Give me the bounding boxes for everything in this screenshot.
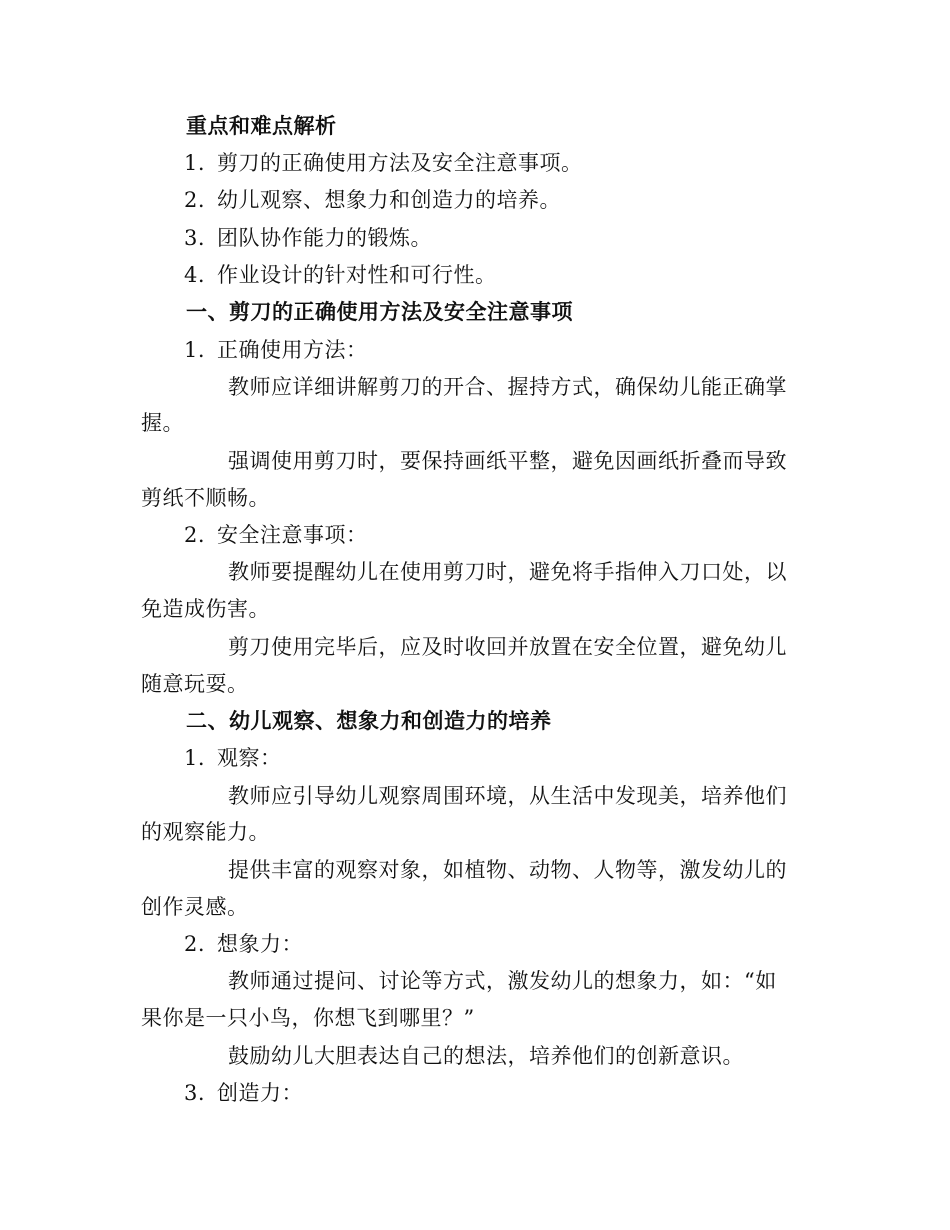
paragraph-line: 随意玩耍。 [141, 672, 249, 696]
key-point-2 [184, 186, 950, 214]
list-number: 1. [184, 746, 206, 770]
section-1-sub-1 [184, 336, 950, 364]
document-title: 重点和难点解析 [186, 113, 337, 138]
paragraph-line: 创作灵感。 [141, 895, 249, 919]
list-text: 作业设计的针对性和可行性。 [217, 263, 497, 287]
paragraph-line: 鼓励幼儿大胆表达自己的想法，培养他们的创新意识。 [228, 1044, 744, 1068]
sub-heading: 安全注意事项： [217, 523, 368, 547]
section-2-sub-3 [184, 1079, 950, 1107]
list-number: 2. [184, 932, 206, 956]
list-number: 4. [184, 263, 206, 287]
paragraph-line: 剪刀使用完毕后，应及时收回并放置在安全位置，避免幼儿 [228, 635, 787, 659]
paragraph-line: 教师应引导幼儿观察周围环境，从生活中发现美，培养他们 [228, 784, 787, 808]
list-number: 2. [184, 188, 206, 212]
key-point-3 [184, 224, 950, 252]
paragraph-line: 提供丰富的观察对象，如植物、动物、人物等，激发幼儿的 [228, 858, 787, 882]
list-text: 幼儿观察、想象力和创造力的培养。 [217, 188, 561, 212]
paragraph-line: 强调使用剪刀时，要保持画纸平整，避免因画纸折叠而导致 [228, 449, 787, 473]
sub-heading: 创造力： [217, 1081, 303, 1105]
list-number: 3. [184, 1081, 206, 1105]
paragraph-line: 教师要提醒幼儿在使用剪刀时，避免将手指伸入刀口处，以 [228, 560, 787, 584]
paragraph-line: 教师应详细讲解剪刀的开合、握持方式，确保幼儿能正确掌 [228, 375, 787, 399]
section-1-sub-2 [184, 521, 950, 549]
paragraph-line: 握。 [141, 411, 184, 435]
list-number: 1. [184, 338, 206, 362]
list-number: 2. [184, 523, 206, 547]
section-2-heading: 二、幼儿观察、想象力和创造力的培养 [186, 708, 552, 733]
sub-heading: 正确使用方法： [217, 338, 368, 362]
list-number: 3. [184, 226, 206, 250]
list-text: 剪刀的正确使用方法及安全注意事项。 [217, 151, 583, 175]
paragraph-line: 教师通过提问、讨论等方式，激发幼儿的想象力，如：“如 [228, 969, 777, 993]
section-2-sub-2 [184, 930, 950, 958]
paragraph-line: 免造成伤害。 [141, 597, 270, 621]
sub-heading: 想象力： [217, 932, 303, 956]
paragraph-line: 剪纸不顺畅。 [141, 486, 270, 510]
section-2-sub-1 [184, 744, 950, 772]
sub-heading: 观察： [217, 746, 282, 770]
key-point-1 [184, 149, 950, 177]
paragraph-line: 的观察能力。 [141, 820, 270, 844]
list-number: 1. [184, 151, 206, 175]
key-point-4 [184, 261, 950, 289]
paragraph-line: 果你是一只小鸟，你想飞到哪里？” [141, 1006, 475, 1030]
list-text: 团队协作能力的锻炼。 [217, 226, 432, 250]
section-1-heading: 一、剪刀的正确使用方法及安全注意事项 [186, 299, 573, 324]
